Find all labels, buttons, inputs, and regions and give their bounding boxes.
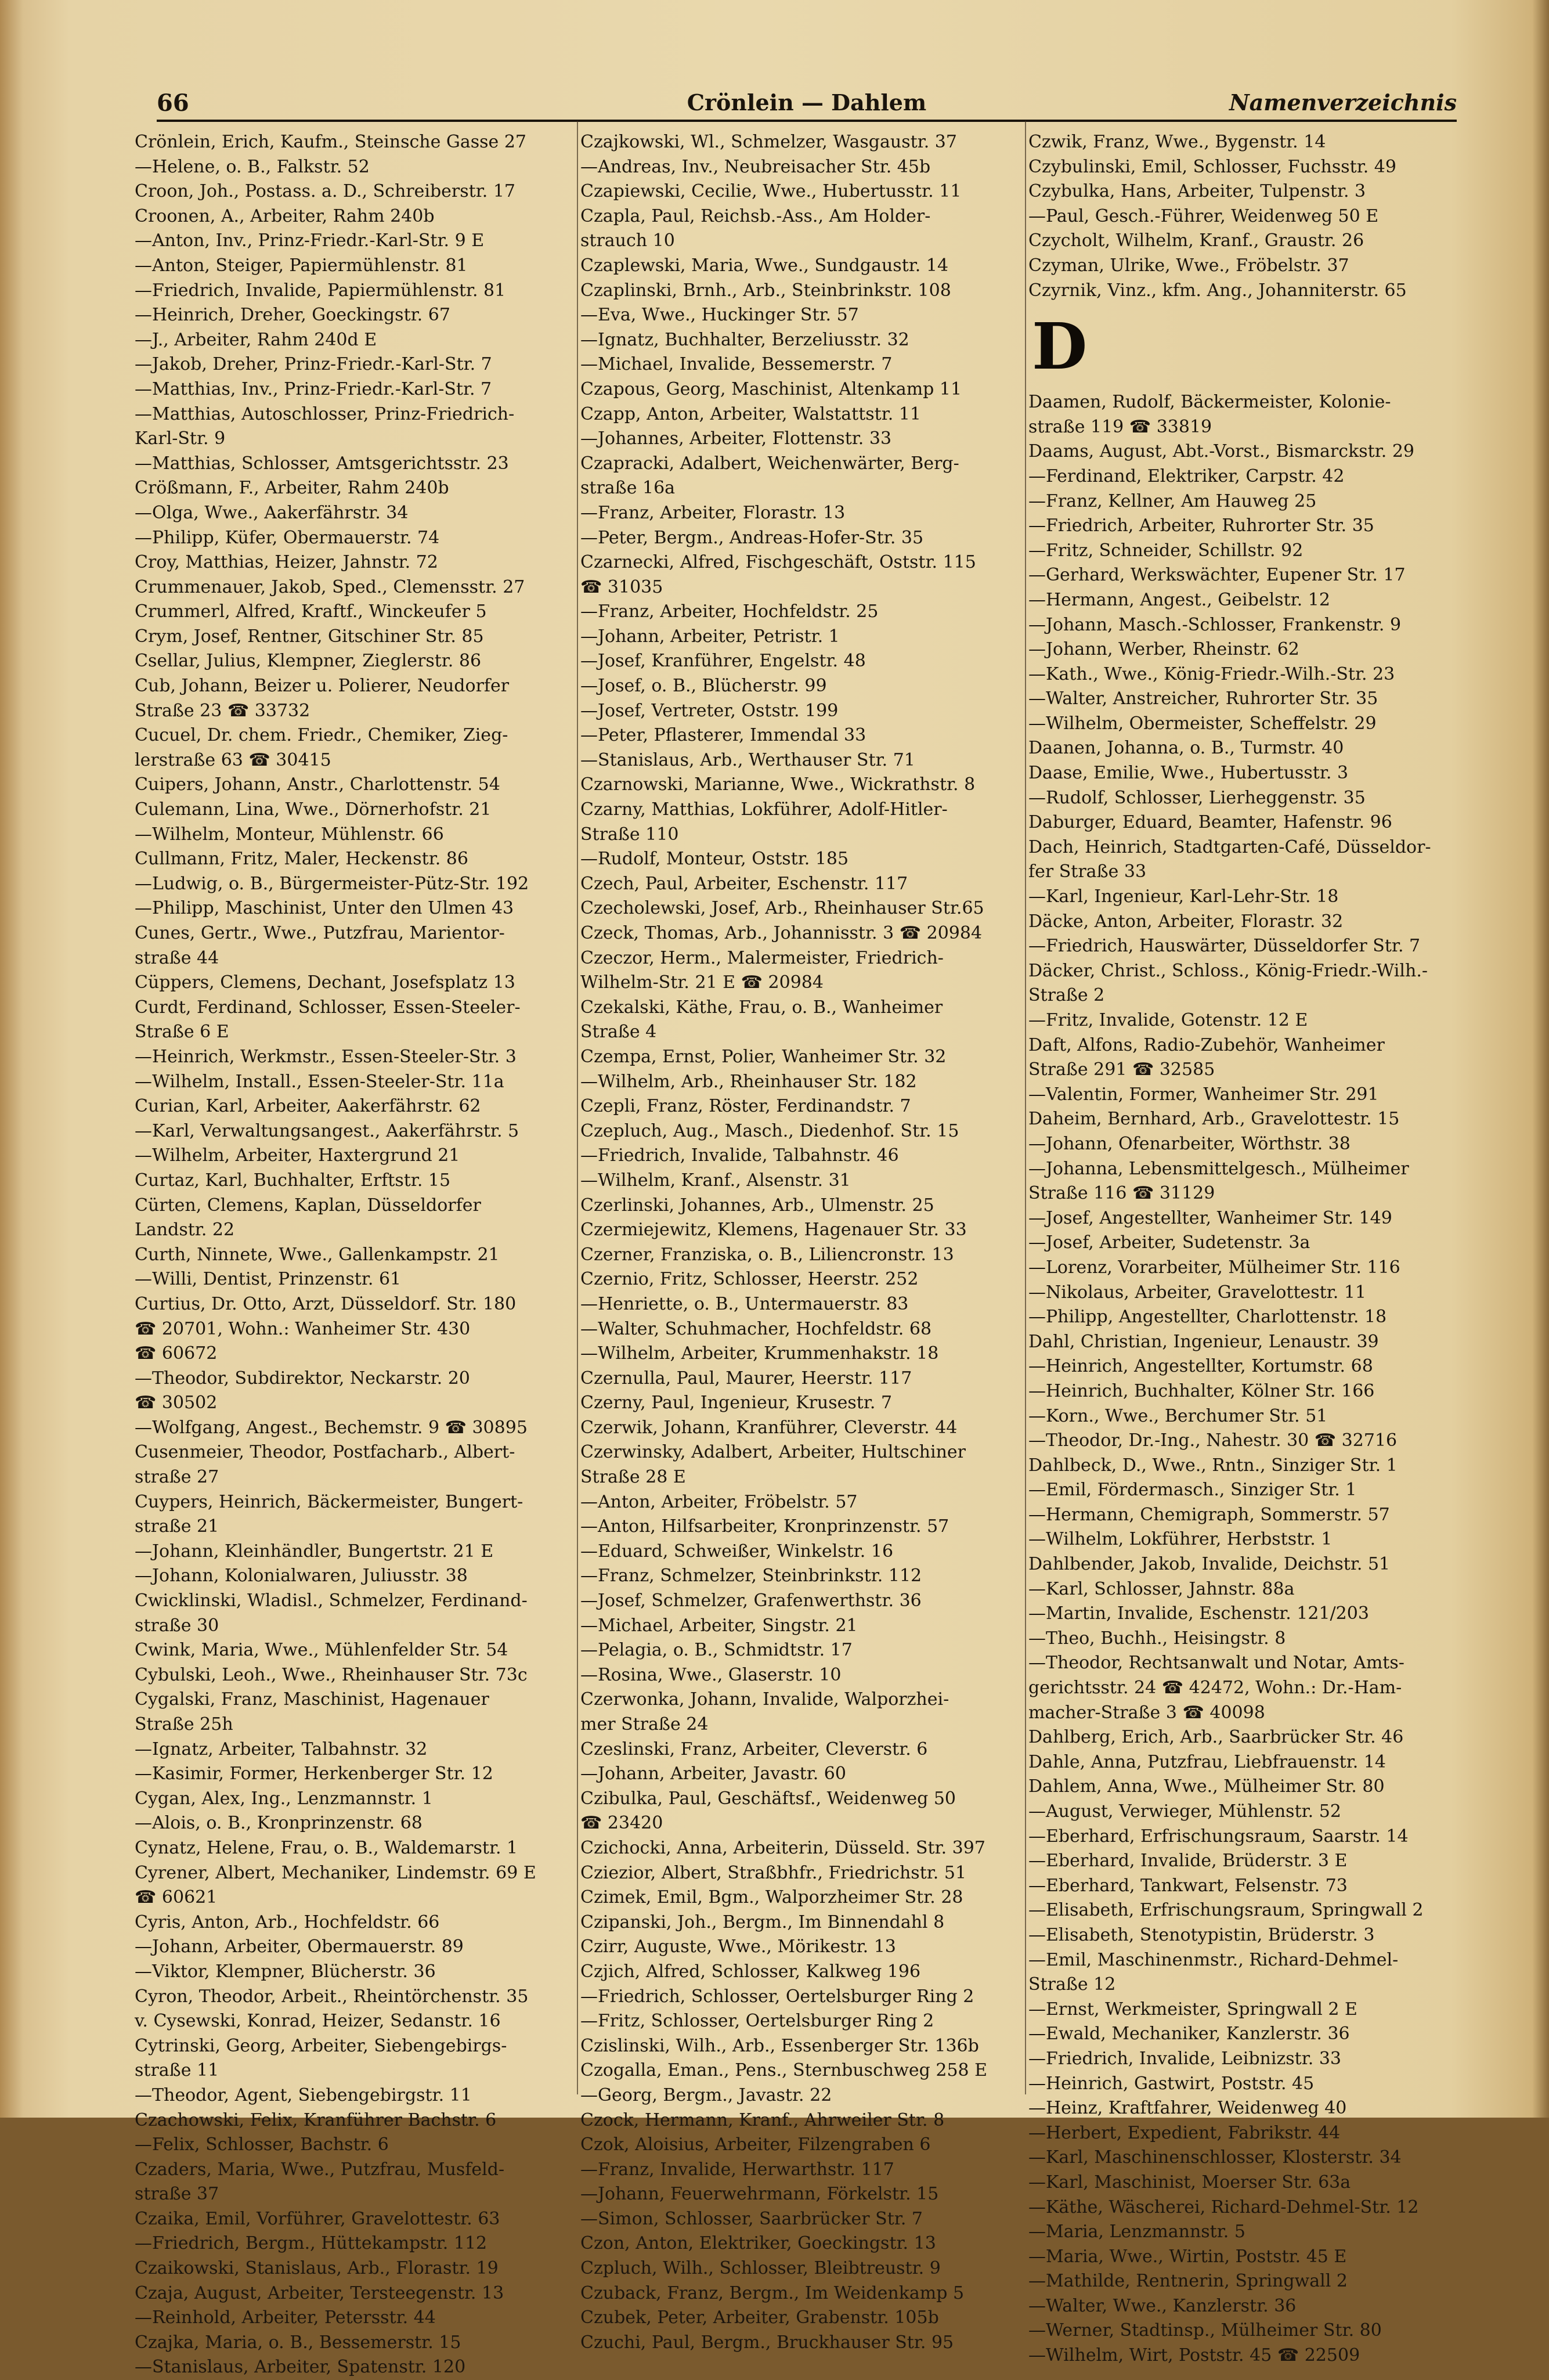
directory-entry: Cusenmeier, Theodor, Postfacharb., Albert- <box>135 1442 515 1463</box>
directory-entry: Daase, Emilie, Wwe., Hubertusstr. 3 <box>1028 763 1349 784</box>
directory-entry: strauch 10 <box>580 230 675 251</box>
directory-entry: —Fritz, Schneider, Schillstr. 92 <box>1028 540 1304 561</box>
directory-entry: —Eduard, Schweißer, Winkelstr. 16 <box>580 1541 894 1562</box>
directory-entry: Landstr. 22 <box>135 1220 235 1241</box>
directory-entry: —Olga, Wwe., Aakerfährstr. 34 <box>135 502 409 523</box>
directory-entry: —Josef, Vertreter, Oststr. 199 <box>580 700 839 721</box>
directory-entry: Cyrener, Albert, Mechaniker, Lindemstr. 69 E <box>135 1862 536 1883</box>
directory-entry: Czerwik, Johann, Kranführer, Cleverstr. 44 <box>580 1417 958 1438</box>
directory-entry: —Wilhelm, Arb., Rheinhauser Str. 182 <box>580 1071 917 1092</box>
directory-entry: Straße 12 <box>1028 1974 1116 1995</box>
directory-entry: Crym, Josef, Rentner, Gitschiner Str. 85 <box>135 626 484 647</box>
directory-entry: Czyrnik, Vinz., kfm. Ang., Johanniterstr. 65 <box>1028 280 1407 301</box>
directory-entry: —Wilhelm, Arbeiter, Krummenhakstr. 18 <box>580 1343 939 1364</box>
directory-entry: —Georg, Bergm., Javastr. 22 <box>580 2085 832 2105</box>
directory-entry: Straße 2 <box>1028 985 1105 1006</box>
directory-entry: —Friedrich, Bergm., Hüttekampstr. 112 <box>135 2233 488 2254</box>
directory-entry: Czepluch, Aug., Masch., Diedenhof. Str. 15 <box>580 1120 959 1141</box>
directory-entry: Czapp, Anton, Arbeiter, Walstattstr. 11 <box>580 403 922 424</box>
directory-column-3-top <box>1028 130 1481 303</box>
directory-entry: —Anton, Steiger, Papiermühlenstr. 81 <box>135 255 468 276</box>
directory-entry: —Simon, Schlosser, Saarbrücker Str. 7 <box>580 2208 923 2229</box>
directory-entry: Croy, Matthias, Heizer, Jahnstr. 72 <box>135 552 438 573</box>
directory-entry: Czapiewski, Cecilie, Wwe., Hubertusstr. 11 <box>580 181 962 202</box>
directory-entry: Czirr, Auguste, Wwe., Mörikestr. 13 <box>580 1937 896 1957</box>
directory-entry: —Philipp, Küfer, Obermauerstr. 74 <box>135 527 440 548</box>
directory-entry: Cullmann, Fritz, Maler, Heckenstr. 86 <box>135 849 468 870</box>
directory-entry: Croon, Joh., Postass. a. D., Schreiberstr. 17 <box>135 181 516 202</box>
directory-entry: —Wilhelm, Arbeiter, Haxtergrund 21 <box>135 1145 460 1166</box>
directory-entry: —Nikolaus, Arbeiter, Gravelottestr. 11 <box>1028 1282 1366 1303</box>
directory-entry: Curdt, Ferdinand, Schlosser, Essen-Steeler- <box>135 997 521 1018</box>
directory-entry: Cuipers, Johann, Anstr., Charlottenstr. 54 <box>135 774 500 795</box>
directory-column-2 <box>580 130 1027 2353</box>
directory-entry: —J., Arbeiter, Rahm 240d E <box>135 329 377 350</box>
directory-entry: straße 11 <box>135 2060 219 2081</box>
directory-entry: —Friedrich, Invalide, Papiermühlenstr. 81 <box>135 280 506 301</box>
directory-entry: Czycholt, Wilhelm, Kranf., Graustr. 26 <box>1028 230 1364 251</box>
directory-entry: —Friedrich, Hauswärter, Düsseldorfer Str. 7 <box>1028 936 1421 957</box>
directory-entry: Czichocki, Anna, Arbeiterin, Düsseld. Str. 397 <box>580 1837 985 1858</box>
directory-entry: Czapous, Georg, Maschinist, Altenkamp 11 <box>580 378 962 399</box>
directory-entry: —Eberhard, Invalide, Brüderstr. 3 E <box>1028 1851 1348 1871</box>
directory-entry: Culemann, Lina, Wwe., Dörnerhofstr. 21 <box>135 799 492 820</box>
directory-entry: —Rudolf, Schlosser, Lierheggenstr. 35 <box>1028 787 1366 808</box>
directory-entry: —Ignatz, Arbeiter, Talbahnstr. 32 <box>135 1739 428 1759</box>
directory-entry: —Josef, Kranführer, Engelstr. 48 <box>580 651 866 672</box>
directory-entry: —Werner, Stadtinsp., Mülheimer Str. 80 <box>1028 2320 1382 2341</box>
directory-entry: ☎ 60672 <box>135 1343 218 1364</box>
directory-entry: —Theodor, Rechtsanwalt und Notar, Amts- <box>1028 1653 1404 1674</box>
directory-entry: Czeslinski, Franz, Arbeiter, Cleverstr. 6 <box>580 1739 928 1759</box>
directory-entry: —Philipp, Angestellter, Charlottenstr. 18 <box>1028 1307 1387 1328</box>
directory-entry: Straße 6 E <box>135 1022 229 1043</box>
directory-entry: Cub, Johann, Beizer u. Polierer, Neudorfer <box>135 676 510 697</box>
directory-entry: —Elisabeth, Stenotypistin, Brüderstr. 3 <box>1028 1924 1375 1945</box>
directory-entry: Czapla, Paul, Reichsb.-Ass., Am Holder- <box>580 205 931 226</box>
section-title: Namenverzeichnis <box>1229 89 1457 116</box>
directory-entry: —Karl, Schlosser, Jahnstr. 88a <box>1028 1578 1295 1599</box>
directory-entry: Dahlbender, Jakob, Invalide, Deichstr. 51 <box>1028 1554 1391 1575</box>
directory-entry: —Eberhard, Tankwart, Felsenstr. 73 <box>1028 1875 1348 1896</box>
directory-entry: —Heinrich, Dreher, Goeckingstr. 67 <box>135 305 450 326</box>
directory-column-3-bottom <box>1028 390 1481 2368</box>
directory-entry: Curian, Karl, Arbeiter, Aakerfährstr. 62 <box>135 1096 481 1117</box>
directory-entry: —Willi, Dentist, Prinzenstr. 61 <box>135 1269 402 1290</box>
directory-entry: Cygalski, Franz, Maschinist, Hagenauer <box>135 1689 489 1710</box>
directory-entry: Czuback, Franz, Bergm., Im Weidenkamp 5 <box>580 2282 965 2303</box>
directory-entry: —Franz, Schmelzer, Steinbrinkstr. 112 <box>580 1566 922 1586</box>
directory-entry: —Walter, Anstreicher, Ruhrorter Str. 35 <box>1028 688 1378 709</box>
directory-entry: ☎ 23420 <box>580 1813 663 1834</box>
directory-entry: —Theodor, Dr.-Ing., Nahestr. 30 ☎ 32716 <box>1028 1430 1398 1451</box>
directory-entry: —Theo, Buchh., Heisingstr. 8 <box>1028 1628 1286 1649</box>
directory-entry: —Johann, Arbeiter, Javastr. 60 <box>580 1764 846 1784</box>
directory-entry: —Wilhelm, Lokführer, Herbststr. 1 <box>1028 1529 1333 1550</box>
directory-entry: Czecholewski, Josef, Arb., Rheinhauser Str.65 <box>580 898 984 919</box>
directory-entry: —Johann, Arbeiter, Obermauerstr. 89 <box>135 1937 464 1957</box>
section-letter: D <box>1032 309 1088 384</box>
directory-entry: —Felix, Schlosser, Bachstr. 6 <box>135 2134 389 2155</box>
directory-entry: Curtaz, Karl, Buchhalter, Erftstr. 15 <box>135 1170 451 1191</box>
directory-entry: Czernulla, Paul, Maurer, Heerstr. 117 <box>580 1368 912 1389</box>
directory-entry: —Heinrich, Buchhalter, Kölner Str. 166 <box>1028 1380 1375 1401</box>
directory-entry: —Johann, Ofenarbeiter, Wörthstr. 38 <box>1028 1133 1351 1154</box>
directory-entry: —Rosina, Wwe., Glaserstr. 10 <box>580 1664 842 1685</box>
directory-entry: Daburger, Eduard, Beamter, Hafenstr. 96 <box>1028 812 1392 833</box>
directory-entry: Czaikowski, Stanislaus, Arb., Florastr. 19 <box>135 2258 499 2279</box>
directory-entry: Daams, August, Abt.-Vorst., Bismarckstr. 29 <box>1028 441 1414 462</box>
directory-entry: —Heinrich, Gastwirt, Poststr. 45 <box>1028 2073 1315 2094</box>
directory-entry: Czachowski, Felix, Kranführer Bachstr. 6 <box>135 2109 497 2130</box>
directory-entry: Czubek, Peter, Arbeiter, Grabenstr. 105b <box>580 2307 939 2328</box>
directory-column-3 <box>1028 130 1481 2366</box>
directory-entry: straße 37 <box>135 2184 219 2205</box>
directory-entry: —Josef, o. B., Blücherstr. 99 <box>580 676 827 697</box>
directory-entry: Straße 25h <box>135 1714 233 1734</box>
directory-entry: Dahlbeck, D., Wwe., Rntn., Sinziger Str. 1 <box>1028 1455 1398 1476</box>
directory-entry: Curth, Ninnete, Wwe., Gallenkampstr. 21 <box>135 1244 500 1265</box>
directory-entry: Cygan, Alex, Ing., Lenzmannstr. 1 <box>135 1788 433 1809</box>
directory-entry: Csellar, Julius, Klempner, Zieglerstr. 86 <box>135 651 482 672</box>
directory-entry: —Kath., Wwe., König-Friedr.-Wilh.-Str. 23 <box>1028 663 1395 684</box>
directory-entry: macher-Straße 3 ☎ 40098 <box>1028 1702 1265 1723</box>
directory-entry: —Johann, Werber, Rheinstr. 62 <box>1028 639 1299 660</box>
directory-entry: —Peter, Pflasterer, Immendal 33 <box>580 725 866 746</box>
directory-entry: —Emil, Maschinenmstr., Richard-Dehmel- <box>1028 1949 1399 1970</box>
directory-entry: —Wilhelm, Wirt, Poststr. 45 ☎ 22509 <box>1028 2345 1360 2366</box>
directory-entry: Czarnowski, Marianne, Wwe., Wickrathstr. 8 <box>580 774 976 795</box>
directory-entry: —Anton, Inv., Prinz-Friedr.-Karl-Str. 9 E <box>135 230 485 251</box>
directory-entry: fer Straße 33 <box>1028 861 1147 882</box>
directory-entry: Cybulski, Leoh., Wwe., Rheinhauser Str. 73c <box>135 1664 528 1685</box>
directory-entry: —Wilhelm, Kranf., Alsenstr. 31 <box>580 1170 851 1191</box>
directory-entry: —Heinz, Kraftfahrer, Weidenweg 40 <box>1028 2098 1347 2119</box>
directory-entry: Czeczor, Herm., Malermeister, Friedrich- <box>580 947 944 968</box>
directory-entry: Dahle, Anna, Putzfrau, Liebfrauenstr. 14 <box>1028 1751 1386 1772</box>
directory-entry: —Heinrich, Angestellter, Kortumstr. 68 <box>1028 1356 1373 1377</box>
directory-entry: —Josef, Arbeiter, Sudetenstr. 3a <box>1028 1232 1310 1253</box>
directory-entry: —Andreas, Inv., Neubreisacher Str. 45b <box>580 156 931 177</box>
directory-entry: gerichtsstr. 24 ☎ 42472, Wohn.: Dr.-Ham- <box>1028 1678 1402 1699</box>
directory-entry: —Karl, Ingenieur, Karl-Lehr-Str. 18 <box>1028 886 1339 907</box>
directory-entry: —Emil, Fördermasch., Sinziger Str. 1 <box>1028 1480 1357 1501</box>
directory-entry: —Fritz, Invalide, Gotenstr. 12 E <box>1028 1010 1308 1030</box>
directory-entry: Czajka, Maria, o. B., Bessemerstr. 15 <box>135 2332 461 2353</box>
directory-entry: —Franz, Kellner, Am Hauweg 25 <box>1028 491 1317 511</box>
directory-entry: —Anton, Hilfsarbeiter, Kronprinzenstr. 57 <box>580 1516 949 1537</box>
directory-entry: Curtius, Dr. Otto, Arzt, Düsseldorf. Str. 180 <box>135 1293 517 1314</box>
directory-entry: Czon, Anton, Elektriker, Goeckingstr. 13 <box>580 2233 936 2254</box>
directory-entry: —Stanislaus, Arb., Werthauser Str. 71 <box>580 749 915 770</box>
directory-entry: —Maria, Wwe., Wirtin, Poststr. 45 E <box>1028 2246 1347 2267</box>
directory-entry: mer Straße 24 <box>580 1714 709 1734</box>
directory-entry: Cuypers, Heinrich, Bäckermeister, Bungert- <box>135 1491 523 1512</box>
directory-entry: ☎ 30502 <box>135 1393 218 1413</box>
directory-entry: Czipanski, Joh., Bergm., Im Binnendahl 8 <box>580 1912 945 1932</box>
directory-entry: —Franz, Arbeiter, Florastr. 13 <box>580 502 846 523</box>
directory-entry: —Mathilde, Rentnerin, Springwall 2 <box>1028 2271 1348 2292</box>
directory-entry: lerstraße 63 ☎ 30415 <box>135 749 331 770</box>
directory-entry: —August, Verwieger, Mühlenstr. 52 <box>1028 1801 1341 1822</box>
directory-entry: —Ludwig, o. B., Bürgermeister-Pütz-Str. 192 <box>135 873 529 894</box>
directory-entry: Crummenauer, Jakob, Sped., Clemensstr. 27 <box>135 576 525 597</box>
directory-entry: Straße 110 <box>580 824 679 845</box>
directory-entry: Croonen, A., Arbeiter, Rahm 240b <box>135 205 435 226</box>
directory-entry: Dahlberg, Erich, Arb., Saarbrücker Str. 46 <box>1028 1727 1404 1748</box>
directory-entry: Czekalski, Käthe, Frau, o. B., Wanheimer <box>580 997 943 1018</box>
directory-entry: —Johann, Feuerwehrmann, Förkelstr. 15 <box>580 2184 939 2205</box>
directory-entry: —Peter, Bergm., Andreas-Hofer-Str. 35 <box>580 527 924 548</box>
directory-entry: —Walter, Schuhmacher, Hochfeldstr. 68 <box>580 1318 932 1339</box>
directory-entry: ☎ 20701, Wohn.: Wanheimer Str. 430 <box>135 1318 471 1339</box>
directory-entry: —Fritz, Schlosser, Oertelsburger Ring 2 <box>580 2011 934 2032</box>
directory-entry: —Paul, Gesch.-Führer, Weidenweg 50 E <box>1028 205 1379 226</box>
directory-entry: Dahlem, Anna, Wwe., Mülheimer Str. 80 <box>1028 1776 1385 1797</box>
directory-entry: —Herbert, Expedient, Fabrikstr. 44 <box>1028 2122 1341 2143</box>
directory-entry: Czerny, Paul, Ingenieur, Krusestr. 7 <box>580 1393 893 1413</box>
directory-entry: —Friedrich, Invalide, Talbahnstr. 46 <box>580 1145 899 1166</box>
directory-entry: Karl-Str. 9 <box>135 428 226 449</box>
directory-entry: Czjich, Alfred, Schlosser, Kalkweg 196 <box>580 1961 921 1982</box>
directory-entry: —Wilhelm, Monteur, Mühlenstr. 66 <box>135 824 444 845</box>
directory-entry: Cziezior, Albert, Straßbhfr., Friedrichstr. 51 <box>580 1862 967 1883</box>
directory-entry: —Rudolf, Monteur, Oststr. 185 <box>580 849 849 870</box>
directory-entry: Czaplewski, Maria, Wwe., Sundgaustr. 14 <box>580 255 949 276</box>
directory-entry: Straße 116 ☎ 31129 <box>1028 1183 1215 1204</box>
directory-entry: Cwink, Maria, Wwe., Mühlenfelder Str. 54 <box>135 1640 508 1661</box>
page-header <box>157 87 1457 122</box>
directory-entry: Czislinski, Wilh., Arb., Essenberger Str. 136b <box>580 2035 979 2056</box>
directory-entry: —Eva, Wwe., Huckinger Str. 57 <box>580 305 859 326</box>
directory-entry: —Johannes, Arbeiter, Flottenstr. 33 <box>580 428 892 449</box>
directory-entry: Daanen, Johanna, o. B., Turmstr. 40 <box>1028 738 1344 759</box>
directory-entry: —Hermann, Angest., Geibelstr. 12 <box>1028 589 1330 610</box>
directory-entry: —Heinrich, Werkmstr., Essen-Steeler-Str. 3 <box>135 1046 517 1067</box>
directory-entry: —Ignatz, Buchhalter, Berzeliusstr. 32 <box>580 329 909 350</box>
directory-entry: Daft, Alfons, Radio-Zubehör, Wanheimer <box>1028 1034 1385 1055</box>
directory-entry: —Wolfgang, Angest., Bechemstr. 9 ☎ 30895 <box>135 1417 528 1438</box>
directory-entry: Czepli, Franz, Röster, Ferdinandstr. 7 <box>580 1096 911 1117</box>
directory-entry: Czapracki, Adalbert, Weichenwärter, Berg- <box>580 453 959 474</box>
directory-entry: Czermiejewitz, Klemens, Hagenauer Str. 33 <box>580 1220 967 1241</box>
directory-entry: —Hermann, Chemigraph, Sommerstr. 57 <box>1028 1504 1390 1525</box>
directory-entry: —Helene, o. B., Falkstr. 52 <box>135 156 370 177</box>
directory-entry: Daheim, Bernhard, Arb., Gravelottestr. 15 <box>1028 1109 1400 1130</box>
directory-entry: —Friedrich, Invalide, Leibnizstr. 33 <box>1028 2048 1342 2069</box>
directory-entry: —Kasimir, Former, Herkenberger Str. 12 <box>135 1764 493 1784</box>
directory-entry: Czaja, August, Arbeiter, Tersteegenstr. 13 <box>135 2282 504 2303</box>
directory-entry: —Matthias, Schlosser, Amtsgerichtsstr. 23 <box>135 453 509 474</box>
directory-entry: Crummerl, Alfred, Kraftf., Winckeufer 5 <box>135 601 487 622</box>
directory-entry: Däcke, Anton, Arbeiter, Florastr. 32 <box>1028 911 1344 932</box>
directory-entry: —Elisabeth, Erfrischungsraum, Springwall 2 <box>1028 1900 1424 1921</box>
directory-entry: —Johann, Arbeiter, Petristr. 1 <box>580 626 840 647</box>
directory-entry: —Käthe, Wäscherei, Richard-Dehmel-Str. 12 <box>1028 2197 1419 2217</box>
directory-entry: Czok, Aloisius, Arbeiter, Filzengraben 6 <box>580 2134 931 2155</box>
directory-entry: —Matthias, Autoschlosser, Prinz-Friedrich- <box>135 403 515 424</box>
directory-entry: —Wilhelm, Obermeister, Scheffelstr. 29 <box>1028 713 1377 734</box>
directory-entry: Czaders, Maria, Wwe., Putzfrau, Musfeld- <box>135 2159 505 2180</box>
directory-entry: Straße 291 ☎ 32585 <box>1028 1059 1215 1080</box>
directory-entry: —Gerhard, Werkswächter, Eupener Str. 17 <box>1028 565 1406 586</box>
directory-entry: Straße 23 ☎ 33732 <box>135 700 310 721</box>
directory-entry: Crönlein, Erich, Kaufm., Steinsche Gasse 27 <box>135 132 527 152</box>
directory-entry: Daamen, Rudolf, Bäckermeister, Kolonie- <box>1028 392 1391 413</box>
directory-entry: Cucuel, Dr. chem. Friedr., Chemiker, Zieg- <box>135 725 508 746</box>
directory-entry: straße 44 <box>135 947 219 968</box>
directory-entry: straße 16a <box>580 478 676 499</box>
directory-entry: straße 27 <box>135 1467 219 1488</box>
directory-entry: —Reinhold, Arbeiter, Petersstr. 44 <box>135 2307 436 2328</box>
directory-entry: Czarny, Matthias, Lokführer, Adolf-Hitler- <box>580 799 948 820</box>
directory-entry: Dach, Heinrich, Stadtgarten-Café, Düsseldor- <box>1028 836 1431 857</box>
directory-entry: —Karl, Maschinenschlosser, Klosterstr. 34 <box>1028 2147 1402 2168</box>
directory-entry: Czyman, Ulrike, Wwe., Fröbelstr. 37 <box>1028 255 1349 276</box>
directory-entry: —Viktor, Klempner, Blücherstr. 36 <box>135 1961 436 1982</box>
directory-entry: —Lorenz, Vorarbeiter, Mülheimer Str. 116 <box>1028 1257 1400 1278</box>
directory-entry: straße 119 ☎ 33819 <box>1028 416 1212 437</box>
directory-entry: —Franz, Arbeiter, Hochfeldstr. 25 <box>580 601 879 622</box>
directory-entry: —Maria, Lenzmannstr. 5 <box>1028 2222 1245 2242</box>
directory-entry: —Theodor, Subdirektor, Neckarstr. 20 <box>135 1368 470 1389</box>
directory-entry: Czwik, Franz, Wwe., Bygenstr. 14 <box>1028 132 1326 152</box>
page-number: 66 <box>157 89 189 117</box>
directory-entry: Cüppers, Clemens, Dechant, Josefsplatz 13 <box>135 972 515 993</box>
directory-entry: Czaika, Emil, Vorführer, Gravelottestr. 63 <box>135 2208 500 2229</box>
directory-entry: —Karl, Maschinist, Moerser Str. 63a <box>1028 2172 1351 2193</box>
directory-entry: straße 30 <box>135 1615 219 1636</box>
directory-entry: Czerwonka, Johann, Invalide, Walporzhei- <box>580 1689 949 1710</box>
directory-entry: —Alois, o. B., Kronprinzenstr. 68 <box>135 1813 423 1834</box>
directory-entry: Cwicklinski, Wladisl., Schmelzer, Ferdinand- <box>135 1591 528 1611</box>
directory-entry: Czerlinski, Johannes, Arb., Ulmenstr. 25 <box>580 1195 934 1216</box>
directory-entry: Cynatz, Helene, Frau, o. B., Waldemarstr. 1 <box>135 1837 518 1858</box>
directory-entry: —Josef, Schmelzer, Grafenwerthstr. 36 <box>580 1591 922 1611</box>
directory-entry: —Korn., Wwe., Berchumer Str. 51 <box>1028 1405 1328 1426</box>
directory-entry: —Karl, Verwaltungsangest., Aakerfährstr. 5 <box>135 1120 519 1141</box>
directory-entry: —Matthias, Inv., Prinz-Friedr.-Karl-Str. 7 <box>135 378 492 399</box>
directory-entry: Straße 4 <box>580 1022 657 1043</box>
directory-entry: Czaplinski, Brnh., Arb., Steinbrinkstr. 108 <box>580 280 951 301</box>
directory-entry: —Friedrich, Schlosser, Oertelsburger Ring 2 <box>580 1986 974 2007</box>
directory-entry: Czibulka, Paul, Geschäftsf., Weidenweg 50 <box>580 1788 956 1809</box>
directory-entry: straße 21 <box>135 1516 219 1537</box>
directory-entry: —Philipp, Maschinist, Unter den Ulmen 43 <box>135 898 514 919</box>
directory-entry: Czimek, Emil, Bgm., Walporzheimer Str. 28 <box>580 1887 963 1908</box>
directory-entry: Cyron, Theodor, Arbeit., Rheintörchenstr. 35 <box>135 1986 529 2007</box>
directory-entry: Czajkowski, Wl., Schmelzer, Wasgaustr. 37 <box>580 132 957 152</box>
directory-entry: Czernio, Fritz, Schlosser, Heerstr. 252 <box>580 1269 919 1290</box>
directory-entry: —Henriette, o. B., Untermauerstr. 83 <box>580 1293 909 1314</box>
directory-entry: —Franz, Invalide, Herwarthstr. 117 <box>580 2159 894 2180</box>
directory-entry: —Valentin, Former, Wanheimer Str. 291 <box>1028 1084 1379 1105</box>
directory-entry: Czybulinski, Emil, Schlosser, Fuchsstr. 49 <box>1028 156 1396 177</box>
directory-entry: Cürten, Clemens, Kaplan, Düsseldorfer <box>135 1195 481 1216</box>
directory-entry: —Ernst, Werkmeister, Springwall 2 E <box>1028 1999 1357 2020</box>
directory-entry: Cyris, Anton, Arb., Hochfeldstr. 66 <box>135 1912 440 1932</box>
directory-entry: Crößmann, F., Arbeiter, Rahm 240b <box>135 478 449 499</box>
directory-entry: Czybulka, Hans, Arbeiter, Tulpenstr. 3 <box>1028 181 1366 202</box>
directory-entry: —Johann, Kleinhändler, Bungertstr. 21 E <box>135 1541 494 1562</box>
directory-entry: Czech, Paul, Arbeiter, Eschenstr. 117 <box>580 873 908 894</box>
directory-entry: —Michael, Arbeiter, Singstr. 21 <box>580 1615 858 1636</box>
directory-entry: —Wilhelm, Install., Essen-Steeler-Str. 11a <box>135 1071 504 1092</box>
directory-entry: Däcker, Christ., Schloss., König-Friedr.-Wilh.- <box>1028 960 1428 981</box>
directory-entry: ☎ 31035 <box>580 576 663 597</box>
directory-entry: —Walter, Wwe., Kanzlerstr. 36 <box>1028 2295 1297 2316</box>
directory-entry: —Ferdinand, Elektriker, Carpstr. 42 <box>1028 466 1345 486</box>
directory-entry: Czempa, Ernst, Polier, Wanheimer Str. 32 <box>580 1046 947 1067</box>
directory-entry: Czeck, Thomas, Arb., Johannisstr. 3 ☎ 20984 <box>580 923 983 943</box>
directory-entry: —Stanislaus, Arbeiter, Spatenstr. 120 <box>135 2357 466 2378</box>
directory-entry: Wilhelm-Str. 21 E ☎ 20984 <box>580 972 824 993</box>
directory-entry: Dahl, Christian, Ingenieur, Lenaustr. 39 <box>1028 1331 1379 1352</box>
directory-entry: Czock, Hermann, Kranf., Ahrweiler Str. 8 <box>580 2109 945 2130</box>
directory-entry: —Anton, Arbeiter, Fröbelstr. 57 <box>580 1491 858 1512</box>
directory-entry: —Johann, Kolonialwaren, Juliusstr. 38 <box>135 1566 468 1586</box>
directory-entry: —Pelagia, o. B., Schmidtstr. 17 <box>580 1640 853 1661</box>
directory-entry: —Johanna, Lebensmittelgesch., Mülheimer <box>1028 1158 1409 1179</box>
directory-entry: Cunes, Gertr., Wwe., Putzfrau, Marientor- <box>135 923 505 943</box>
directory-entry: Czuchi, Paul, Bergm., Bruckhauser Str. 95 <box>580 2332 954 2353</box>
directory-entry: Czerner, Franziska, o. B., Liliencronstr. 13 <box>580 1244 954 1265</box>
directory-entry: Straße 28 E <box>580 1467 686 1488</box>
directory-entry: v. Cysewski, Konrad, Heizer, Sedanstr. 16 <box>135 2011 501 2032</box>
directory-entry: Cytrinski, Georg, Arbeiter, Siebengebirgs- <box>135 2035 507 2056</box>
directory-entry: —Martin, Invalide, Eschenstr. 121/203 <box>1028 1603 1369 1624</box>
running-title: Crönlein — Dahlem <box>687 89 927 116</box>
directory-entry: —Jakob, Dreher, Prinz-Friedr.-Karl-Str. 7 <box>135 354 492 375</box>
directory-entry: Czpluch, Wilh., Schlosser, Bleibtreustr. 9 <box>580 2258 941 2279</box>
directory-entry: —Friedrich, Arbeiter, Ruhrorter Str. 35 <box>1028 515 1374 536</box>
directory-entry: Czarnecki, Alfred, Fischgeschäft, Oststr. 115 <box>580 552 976 573</box>
directory-entry: —Josef, Angestellter, Wanheimer Str. 149 <box>1028 1207 1392 1228</box>
directory-column-1 <box>135 130 582 2378</box>
directory-entry: —Ewald, Mechaniker, Kanzlerstr. 36 <box>1028 2024 1350 2044</box>
directory-entry: —Eberhard, Erfrischungsraum, Saarstr. 14 <box>1028 1826 1409 1847</box>
directory-entry: —Theodor, Agent, Siebengebirgstr. 11 <box>135 2085 472 2105</box>
directory-entry: Czogalla, Eman., Pens., Sternbuschweg 258 E <box>580 2060 988 2081</box>
directory-entry: —Johann, Masch.-Schlosser, Frankenstr. 9 <box>1028 614 1402 635</box>
directory-entry: —Michael, Invalide, Bessemerstr. 7 <box>580 354 893 375</box>
directory-entry: Czerwinsky, Adalbert, Arbeiter, Hultschiner <box>580 1442 966 1463</box>
directory-entry: ☎ 60621 <box>135 1887 218 1908</box>
